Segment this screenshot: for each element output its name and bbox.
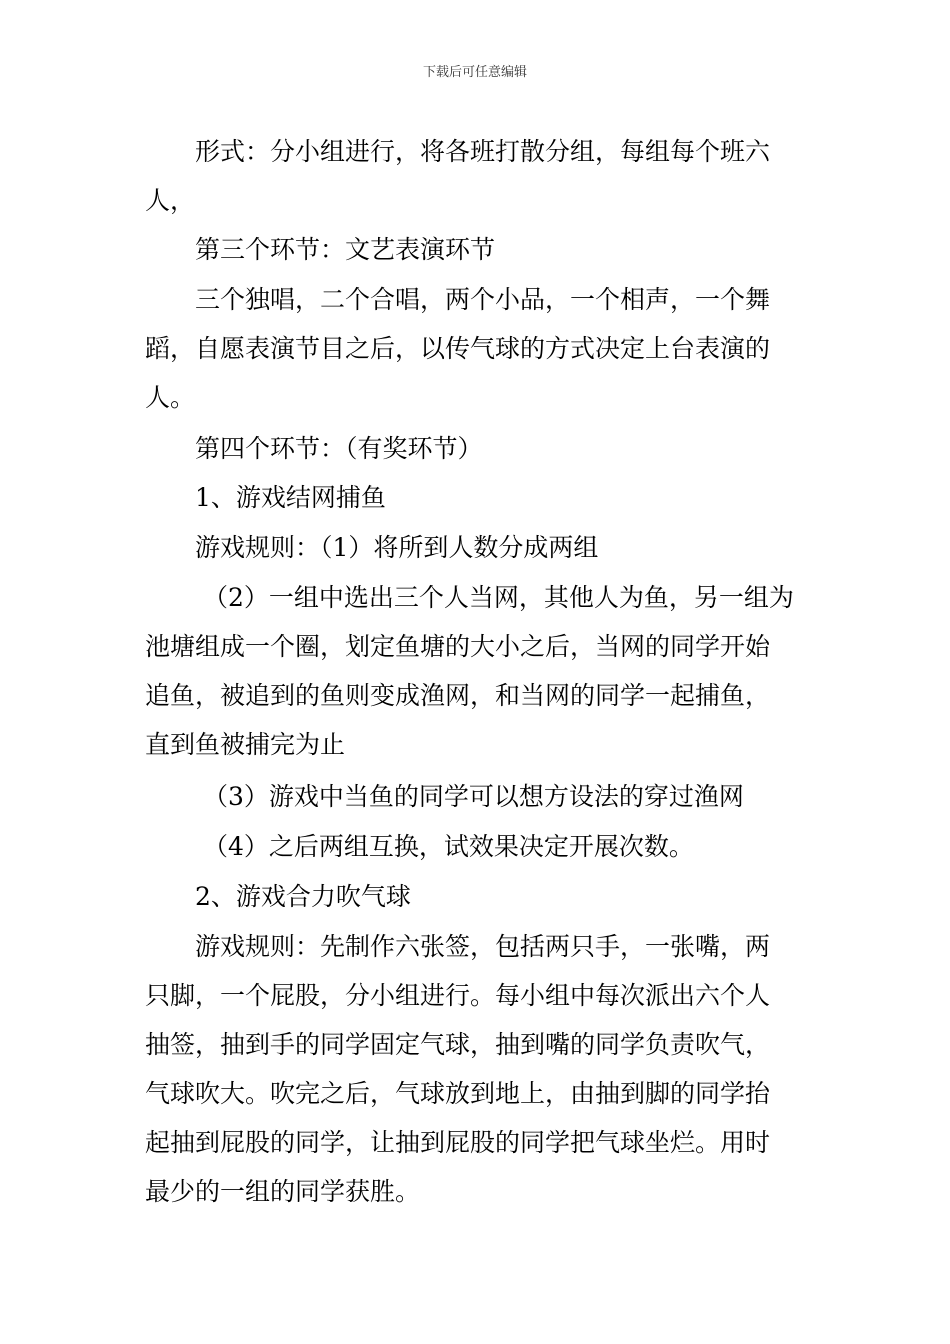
text-line: 游戏规则：（1）将所到人数分成两组 (195, 533, 599, 562)
text-line: 池塘组成一个圈，划定鱼塘的大小之后，当网的同学开始 (145, 632, 771, 661)
text-line: （3）游戏中当鱼的同学可以想方设法的穿过渔网 (203, 782, 744, 811)
page-header: 下载后可任意编辑 (422, 65, 527, 80)
text-line: 第三个环节：文艺表演环节 (195, 235, 496, 264)
section-heading-third (145, 225, 810, 274)
game-title-fishing (145, 473, 810, 522)
text-line: 抽签，抽到手的同学固定气球，抽到嘴的同学负责吹气， (145, 1030, 771, 1059)
game-rule-4 (145, 822, 810, 871)
text-line: 第四个环节：（有奖环节） (195, 434, 483, 463)
game-rule-3 (145, 772, 810, 821)
text-line: 起抽到屁股的同学，让抽到屁股的同学把气球坐烂。用时 (145, 1128, 771, 1157)
text-line: 人， (145, 186, 196, 215)
text-line: 蹈，自愿表演节目之后，以传气球的方式决定上台表演的 (145, 334, 771, 363)
text-line: 追鱼，被追到的鱼则变成渔网，和当网的同学一起捕鱼， (145, 681, 771, 710)
text-line: 三个独唱，二个合唱，两个小品，一个相声，一个舞 (195, 285, 771, 314)
text-line: 只脚，一个屁股，分小组进行。每小组中每次派出六个人 (145, 981, 771, 1010)
paragraph-performances (145, 275, 810, 422)
text-line: 人。 (145, 383, 196, 412)
text-line: 直到鱼被捕完为止 (145, 730, 346, 759)
game-rule-1 (145, 523, 810, 572)
balloon-game-rules (145, 922, 810, 1216)
game-title-balloon (145, 872, 810, 921)
text-line: 最少的一组的同学获胜。 (145, 1177, 421, 1206)
paragraph-format (145, 127, 810, 225)
text-line: （4）之后两组互换，试效果决定开展次数。 (203, 832, 694, 861)
text-line: 形式：分小组进行，将各班打散分组，每组每个班六 (195, 137, 771, 166)
text-line: 游戏规则：先制作六张签，包括两只手，一张嘴，两 (195, 932, 771, 961)
text-line: （2）一组中选出三个人当网，其他人为鱼，另一组为 (203, 583, 794, 612)
text-line: 2、游戏合力吹气球 (195, 882, 411, 911)
section-heading-fourth (145, 424, 810, 473)
text-line: 1、游戏结网捕鱼 (195, 483, 386, 512)
game-rule-2 (145, 573, 810, 769)
text-line: 气球吹大。吹完之后，气球放到地上，由抽到脚的同学抬 (145, 1079, 771, 1108)
